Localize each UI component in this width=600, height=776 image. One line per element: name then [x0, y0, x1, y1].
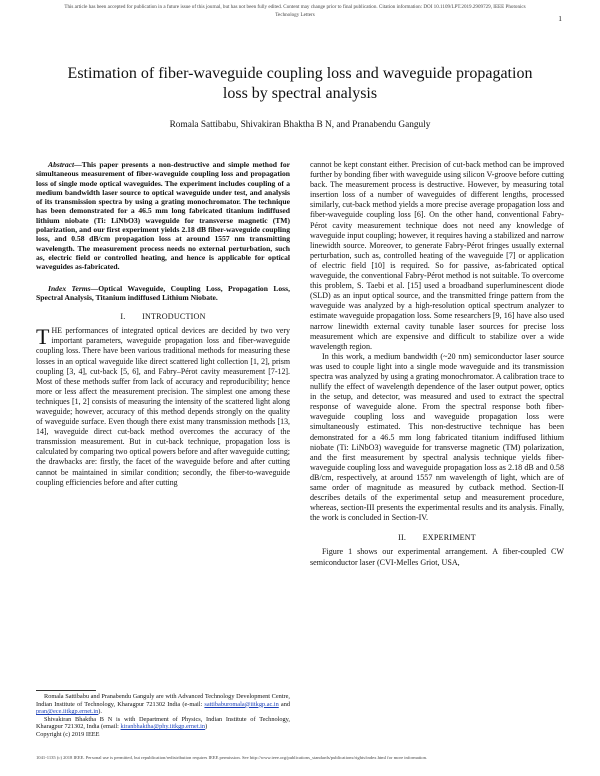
footnote-rule — [36, 690, 96, 691]
index-terms-label: Index Terms — [48, 283, 91, 293]
paper-title: Estimation of fiber-waveguide coupling loss and waveguide propagation loss by spectral analysis — [67, 65, 533, 102]
author-list: Romala Sattibabu, Shivakiran Bhakthа B N, and Pranabendu Ganguly — [169, 120, 431, 130]
index-terms-text: Optical Waveguide, Coupling Loss, Propagation Loss, Spectral Analysis, Titanium indiffused Lithium Niobate. — [36, 283, 290, 302]
intro-paragraph — [36, 326, 290, 488]
abstract-text: This paper presents a non-destructive and simple method for simultaneous measurement of fiber-waveguide coupling loss and propagation loss of single mode optical waveguides. The experiment includes coupling of a medium bandwidth laser source to optical waveguide under test, and analysis of its transmission spectra by using a grating monochromator. The technique has been demonstrated for a 46.5 mm long fabricated titanium indiffused lithium niobate (Ti: LiNbO3) waveguide for transverse magnetic (TM) polarization, and our first experiment yields 2.18 dB fiber-waveguide coupling loss, and 0.58 dB/cm propagation loss at around 1557 nm transmitting wavelength. The measurement process needs no external perturbation, such as, electric field or controlled heating, and hence is applicable for optical waveguides as-fabricated. — [36, 160, 290, 272]
right-paragraph-1: cannot be kept constant either. Precision of cut-back method can be improved further by bonding fiber with waveguide using silicon V-groove before cutting back. The measurement process is destructive. However, by measuring total insertion loss of a number of waveguides of different lengths, processed similarly, cut-back method yields a more precise average propagation loss and fiber-waveguide coupling loss [6]. On the other hand, conventional Fabry-Pérot cavity measurement technique does not need any knowledge of waveguide input coupling; however, it requires having a stabilized and narrow linewidth source. Moreover, to generate Fabry-Pérot fringes usually external perturbation, such as, controlled heating of the waveguide [7] or application of electric field [10] is required. So for passive, as-fabricated optical waveguide, the conventional Fabry-Pérot method is not suitable. To overcome this problem, S. Taebi et al. [15] used a broadband superluminescent diode (SLD) as an input optical source, and the transmitted fringe pattern from the waveguide was analyzed by a high-resolution optical spectrum analyzer to estimate waveguide propagation loss. Some researchers [9, 16] have also used narrow linewidth external cavity tunable laser sources for precise loss measurement which are expensive and difficult to stabilize over a wide wavelength region. — [310, 160, 564, 351]
footnote-affiliation-2: Shivakiran Bhaktha B N is with Department of Physics, Indian Institute of Technology, Kharagpur 721302, India (email: kiranbhaktha@phy.iitkgp.ernet.in) — [36, 715, 290, 731]
section-heading-experiment: II. EXPERIMENT — [398, 533, 476, 543]
email-link-1[interactable]: sattibaburomala@iitkgp.ac.in — [204, 700, 279, 708]
drop-cap: T — [36, 324, 50, 350]
abstract: Abstract—This paper presents a non-destructive and simple method for simultaneous measurement of fiber-waveguide coupling loss and propagation loss of single mode optical waveguides. The experiment includes coupling of a medium bandwidth laser source to optical waveguide under test, and analysis of its transmission spectra by using a grating monochromator. The technique has been demonstrated for a 46.5 mm long fabricated titanium indiffused lithium niobate (Ti: LiNbO3) waveguide for transverse magnetic (TM) polarization, and our first experiment yields 2.18 dB fiber-waveguide coupling loss, and 0.58 dB/cm propagation loss at around 1557 nm transmitting wavelength. The measurement process needs no external perturbation, such as, electric field or controlled heating, and hence is applicable for optical waveguides as-fabricated. — [36, 160, 290, 272]
email-link-2[interactable]: pran@ece.iitkgp.ernet.in — [36, 708, 99, 716]
copyright-notice: Copyright (c) 2019 IEEE — [36, 730, 100, 738]
header-journal: Technology Letters — [275, 11, 315, 18]
index-terms: Index Terms—Optical Waveguide, Coupling Loss, Propagation Loss, Spectral Analysis, Titanium indiffused Lithium Niobate. — [36, 283, 290, 302]
page-footer: 1041-1135 (c) 2018 IEEE. Personal use is permitted, but republication/redistribution requires IEEE permission. See http://www.ieee.org/publications_standards/publications/rights/index.html for more information. — [36, 755, 428, 760]
intro-text: HE performances of integrated optical devices are decided by two very important parameters, waveguide propagation loss and fiber-waveguide coupling loss. There have been various traditional methods for measuring these losses in an optical waveguide like direct scattered light collection [1, 2], prism coupling [3, 4], cut-back [5, 6], and Fabry–Pérot cavity measurement [7-12]. Most of these methods suffer from lack of accuracy and reproducibility; hence more or less affect the measurement precision. The simplest one among these techniques [1, 2] consists of measuring the intensity of the scattered light along waveguide; however, accuracy of this method depends strongly on the quality of waveguide surface. Even though there exist many transmission methods [13, 14], waveguide direct cut-back method overcomes the accuracy of the transmission measurement. But in cut-back technique, propagation loss is calculated by comparing two optical powers before and after waveguide cutting; the drawbacks are: firstly, the facet of the waveguide before and after cutting cannot be maintained in similar condition; secondly, the fiber-to-waveguide coupling efficiencies before and after cutting — [36, 326, 290, 487]
header-notice: This article has been accepted for publication in a future issue of this journal, but has not been fully edited. Content may change prior to final publication. Citation information: DOI 10.1109/LPT.2019.2909729, IEEE Photonics — [64, 4, 526, 10]
right-paragraph-3: Figure 1 shows our experimental arrangement. A fiber-coupled CW semiconductor laser (CVI-Melles Griot, USA, — [310, 547, 564, 567]
section-heading-introduction: I. INTRODUCTION — [120, 312, 206, 322]
right-column — [310, 160, 564, 568]
right-paragraph-2: In this work, a medium bandwidth (~20 nm) semiconductor laser source was used to couple light into a single mode waveguide and its transmission spectra was analyzed by using a grating monochromator. A calibration trace to nullify the effect of wavelength dependence of the laser output power, optics in the setup, and detector, was measured and used to extract the spectral response of waveguide alone. From the spectral response both fiber-waveguide coupling loss and waveguide propagation loss were simultaneously estimated. This non-destructive technique has been demonstrated for a 46.5 mm long fabricated titanium indiffused lithium niobate (Ti: LiNbO3) waveguide for transverse magnetic (TM) polarization, and the first measurement by spectral analysis technique yields fiber-waveguide coupling loss and waveguide propagation loss as 2.18 dB and 0.58 dB/cm, respectively, at around 1557 nm wavelength of light, which are of same order of magnitude as measured by cutback method. Section-II describes details of the experimental setup and measurement procedure, whereas, section-III presents the experimental results and its analysis. Finally, the work is concluded in Section-IV. — [310, 351, 564, 523]
abstract-label: Abstract — [48, 160, 75, 169]
footnote — [36, 690, 290, 739]
page-number: 1 — [558, 14, 562, 23]
running-header — [42, 4, 548, 19]
footnote-affiliation-1: Romala Sattibabu and Pranabendu Ganguly are with Advanced Technology Development Centre, Indian Institute of Technology, Kharagpur 721302 India (e-mail: sattibaburomala@iitkgp.ac.in and pran@ece.iitkgp.ernet.in). — [36, 693, 290, 716]
left-column — [36, 160, 290, 488]
email-link-3[interactable]: kiranbhaktha@phy.iitkgp.ernet.in — [120, 723, 206, 731]
